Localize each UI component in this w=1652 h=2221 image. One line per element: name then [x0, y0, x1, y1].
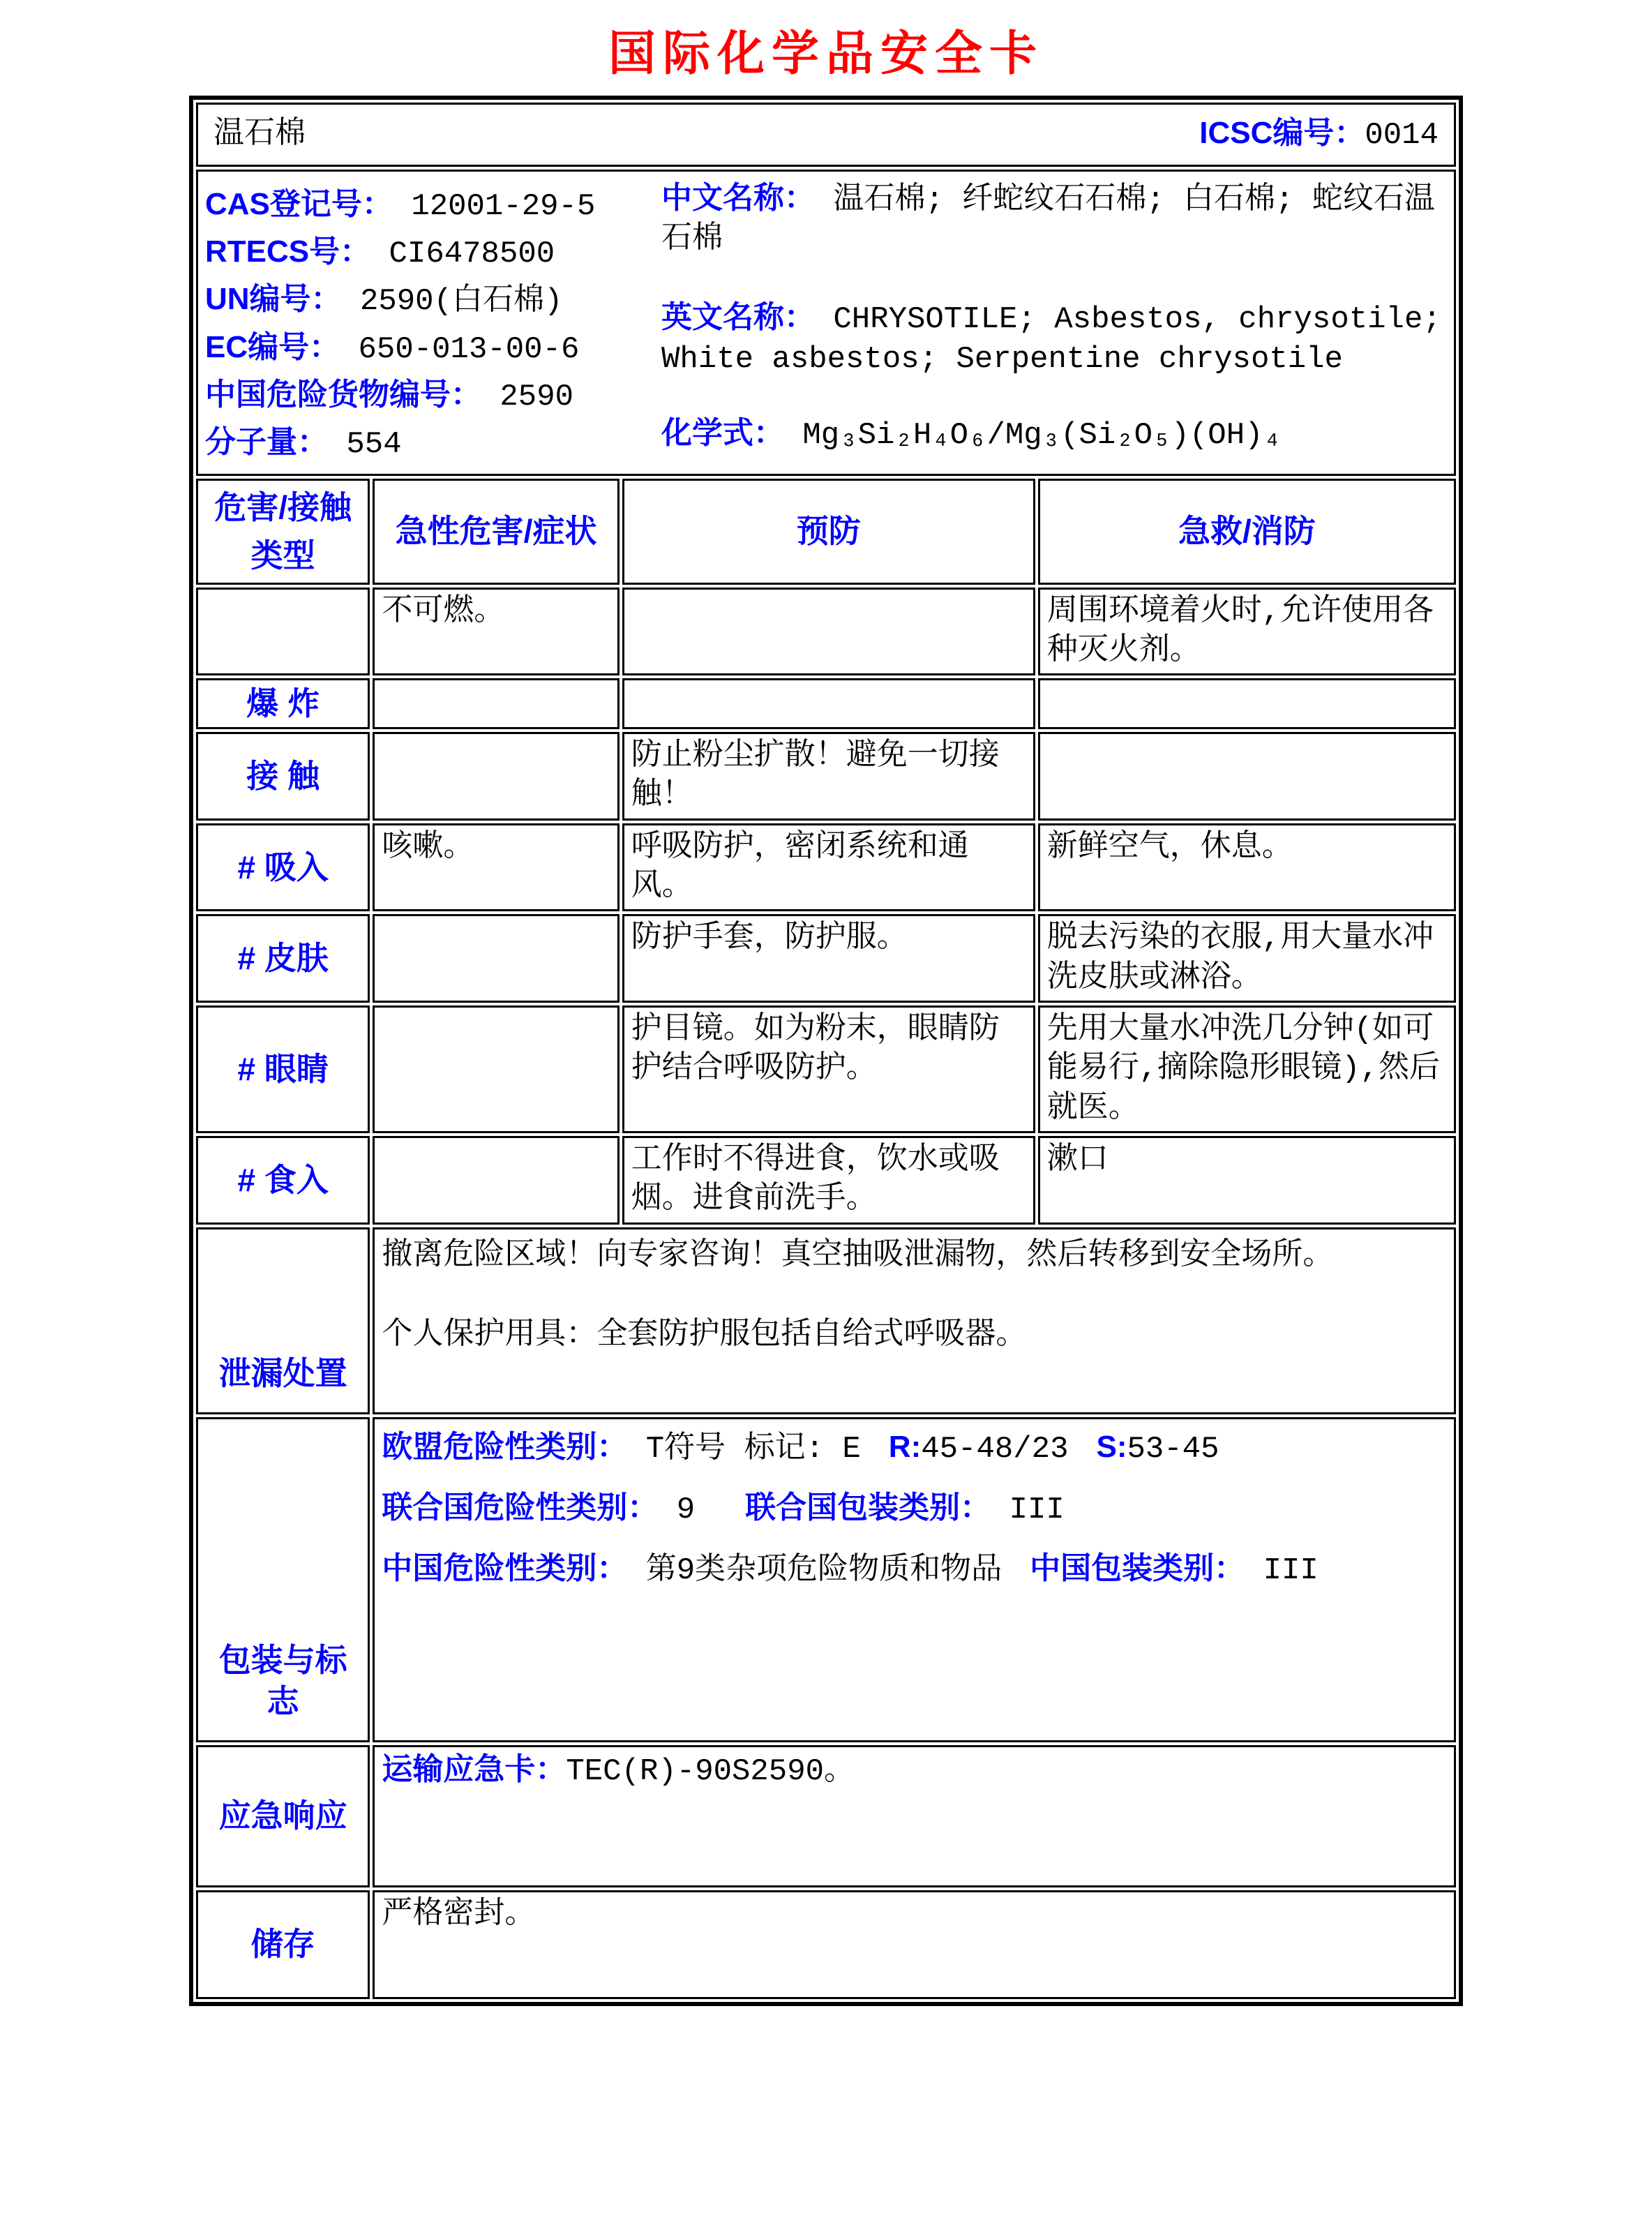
cas-number-label: CAS登记号：: [205, 186, 393, 221]
english-names-value: CHRYSOTILE; Asbestos, chrysotile; White asbestos; Serpentine chrysotile: [661, 302, 1441, 377]
row-explosion-symptoms: [373, 678, 619, 729]
eu-hazard-class-label: 欧盟危险性类别：: [382, 1429, 628, 1464]
china-packing-group-value: III: [1263, 1553, 1319, 1589]
s-phrases-label: S:: [1096, 1429, 1127, 1464]
hazard-row-inhalation: [196, 823, 1456, 912]
row-ingestion-type: # 食入: [196, 1136, 370, 1225]
row-ingestion-symptoms: [373, 1136, 619, 1225]
english-names: [661, 298, 1447, 379]
row-inhalation-firstaid: 新鲜空气，休息。: [1038, 823, 1456, 912]
chemical-formula: [661, 414, 1447, 455]
row-contact-type: 接 触: [196, 732, 370, 821]
un-number-value: 2590(白石棉): [359, 284, 563, 320]
hazard-row-skin: [196, 914, 1456, 1003]
molecular-weight: [205, 423, 657, 464]
row-inhalation-symptoms: 咳嗽。: [373, 823, 619, 912]
storage-content: 严格密封。: [373, 1890, 1456, 1999]
storage-row: [196, 1890, 1456, 1999]
info-row: [196, 170, 1456, 476]
row-eyes-prevention: 护目镜。如为粉末，眼睛防护结合呼吸防护。: [622, 1005, 1035, 1133]
transport-emergency-card-label: 运输应急卡：: [382, 1751, 566, 1786]
row-contact-firstaid: [1038, 732, 1456, 821]
row-skin-type: # 皮肤: [196, 914, 370, 1003]
row-inhalation-prevention: 呼吸防护，密闭系统和通风。: [622, 823, 1035, 912]
name-list: [657, 179, 1447, 471]
row-fire-prevention: [622, 588, 1035, 676]
china-class-line: [382, 1549, 1447, 1590]
icsc-card-table: [189, 96, 1463, 2006]
row-skin-prevention: 防护手套，防护服。: [622, 914, 1035, 1003]
row-ingestion-prevention: 工作时不得进食，饮水或吸烟。进食前洗手。: [622, 1136, 1035, 1225]
row-explosion-prevention: [622, 678, 1035, 729]
english-names-label: 英文名称：: [661, 300, 815, 335]
header-firstaid-firefighting: 急救/消防: [1038, 479, 1456, 585]
icsc-number: [1199, 114, 1439, 155]
un-packing-group-label: 联合国包装类别：: [745, 1490, 991, 1525]
un-number-label: UN编号：: [205, 282, 342, 317]
row-fire-firstaid: 周围环境着火时,允许使用各种灭火剂。: [1038, 588, 1456, 676]
header-acute-symptoms: 急性危害/症状: [373, 479, 619, 585]
chinese-names-label: 中文名称：: [661, 180, 815, 215]
chinese-names: [661, 179, 1447, 260]
ec-number: [205, 328, 657, 369]
chemical-formula-value: Mg₃Si₂H₄O₆/Mg₃(Si₂O₅)(OH)₄: [802, 418, 1282, 454]
eu-hazard-class-line: [382, 1428, 1447, 1469]
eu-hazard-class-value: T符号 标记: E: [645, 1431, 861, 1467]
molecular-weight-label: 分子量：: [205, 425, 328, 460]
packaging-labelling-row: [196, 1417, 1456, 1742]
name-cell: [196, 103, 1456, 167]
un-class-line: [382, 1488, 1447, 1530]
hazard-row-explosion: [196, 678, 1456, 729]
row-skin-symptoms: [373, 914, 619, 1003]
row-eyes-type: # 眼睛: [196, 1005, 370, 1133]
emergency-response-label: 应急响应: [196, 1745, 370, 1887]
un-hazard-class-value: 9: [676, 1492, 696, 1527]
un-hazard-class-label: 联合国危险性类别：: [382, 1490, 659, 1525]
china-dg-number-label: 中国危险货物编号：: [205, 377, 481, 412]
row-eyes-symptoms: [373, 1005, 619, 1133]
un-number: [205, 280, 657, 321]
hazard-header-row: [196, 479, 1456, 585]
storage-label: 储存: [196, 1890, 370, 1999]
page-title: 国际化学品安全卡: [608, 27, 1044, 80]
china-hazard-class-label: 中国危险性类别：: [382, 1551, 628, 1586]
row-contact-prevention: 防止粉尘扩散！避免一切接触！: [622, 732, 1035, 821]
row-contact-symptoms: [373, 732, 619, 821]
name-row: [196, 103, 1456, 167]
transport-emergency-card-value: TEC(R)-90S2590。: [566, 1753, 855, 1789]
emergency-response-content: [373, 1745, 1456, 1887]
china-packing-group-label: 中国包装类别：: [1030, 1551, 1245, 1586]
row-fire-symptoms: 不可燃。: [373, 588, 619, 676]
header-prevention: 预防: [622, 479, 1035, 585]
ec-number-value: 650-013-00-6: [358, 331, 580, 367]
spill-disposal-line1: 撤离危险区域！向专家咨询！真空抽吸泄漏物，然后转移到安全场所。: [382, 1238, 1334, 1273]
row-fire-type: [196, 588, 370, 676]
identifier-list: [205, 179, 657, 471]
icsc-number-value: 0014: [1365, 118, 1439, 154]
transport-emergency-card: [382, 1750, 1447, 1791]
r-phrases-value: 45-48/23: [921, 1431, 1069, 1467]
molecular-weight-value: 554: [346, 427, 402, 463]
row-inhalation-type: # 吸入: [196, 823, 370, 912]
row-explosion-firstaid: [1038, 678, 1456, 729]
icsc-number-label: ICSC编号：: [1199, 116, 1365, 151]
cas-number: [205, 185, 657, 226]
hazard-row-ingestion: [196, 1136, 1456, 1225]
spill-disposal-content: [373, 1227, 1456, 1414]
s-phrases-value: 53-45: [1127, 1431, 1219, 1467]
rtecs-number: [205, 232, 657, 274]
chemical-name: 温石棉: [213, 117, 306, 152]
header-hazard-type: 危害/接触类型: [196, 479, 370, 585]
rtecs-number-value: CI6478500: [389, 237, 555, 272]
cas-number-value: 12001-29-5: [411, 188, 596, 224]
chemical-formula-label: 化学式：: [661, 416, 784, 451]
packaging-labelling-label: 包装与标志: [196, 1417, 370, 1742]
hazard-row-eyes: [196, 1005, 1456, 1133]
china-dg-number: [205, 375, 657, 417]
chinese-names-value: 温石棉; 纤蛇纹石石棉; 白石棉; 蛇纹石温石棉: [661, 182, 1435, 257]
spill-disposal-label: 泄漏处置: [196, 1227, 370, 1414]
row-eyes-firstaid: 先用大量水冲洗几分钟(如可能易行,摘除隐形眼镜),然后就医。: [1038, 1005, 1456, 1133]
row-skin-firstaid: 脱去污染的衣服,用大量水冲洗皮肤或淋浴。: [1038, 914, 1456, 1003]
info-cell: [196, 170, 1456, 476]
china-hazard-class-value: 第9类杂项危险物质和物品: [645, 1553, 1003, 1589]
hazard-row-fire: [196, 588, 1456, 676]
row-ingestion-firstaid: 漱口: [1038, 1136, 1456, 1225]
spill-disposal-row: [196, 1227, 1456, 1414]
china-dg-number-value: 2590: [500, 380, 574, 415]
r-phrases-label: R:: [888, 1429, 922, 1464]
rtecs-number-label: RTECS号：: [205, 234, 371, 269]
emergency-response-row: [196, 1745, 1456, 1887]
row-explosion-type: 爆 炸: [196, 678, 370, 729]
un-packing-group-value: III: [1009, 1492, 1065, 1527]
ec-number-label: EC编号：: [205, 329, 340, 364]
packaging-labelling-content: [373, 1417, 1456, 1742]
spill-disposal-line2: 个人保护用具：全套防护服包括自给式呼吸器。: [382, 1317, 1027, 1353]
hazard-row-contact: [196, 732, 1456, 821]
